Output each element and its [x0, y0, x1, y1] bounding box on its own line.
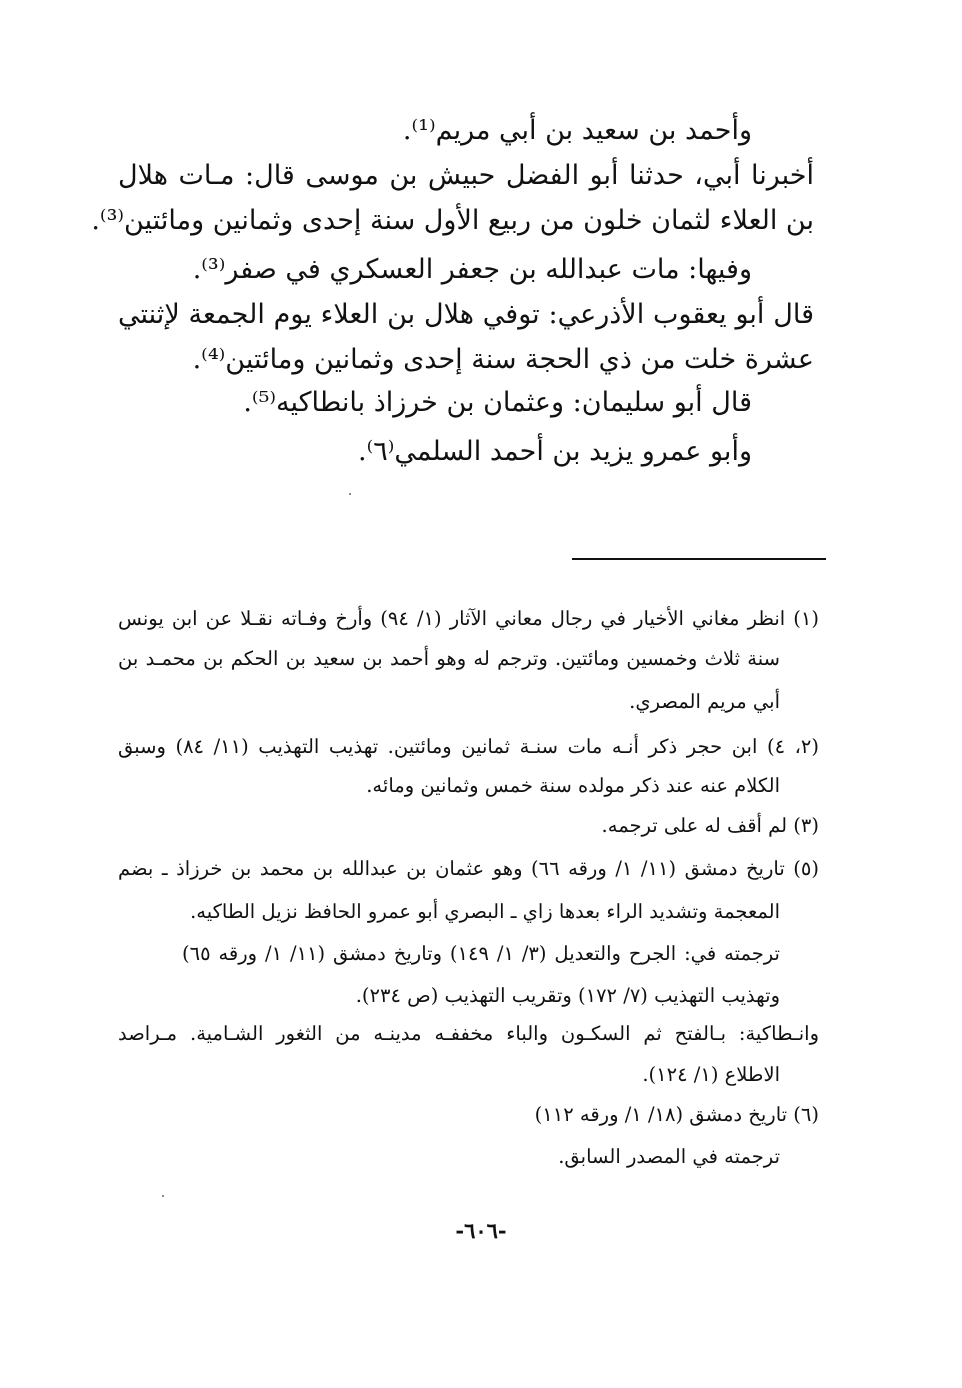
footnote-2-line-2: الكلام عنه عند ذكر مولده سنة خمس وثمانين ومائه. [366, 774, 780, 797]
footnote-6-line-1: (٦) تاريخ دمشق (١٨/ ١/ ورقه ١١٢) [534, 1103, 819, 1126]
footnote-6-line-2: ترجمته في المصدر السابق. [558, 1145, 780, 1168]
scan-speck [162, 1195, 164, 1197]
body-line-5: قال أبو يعقوب الأذرعي: توفي هلال بن العلاء يوم الجمعة لإثنتي [118, 299, 814, 330]
footnote-5-line-3: ترجمته في: الجرح والتعديل (٣/ ١/ ١٤٩) وتاريخ دمشق (١١/ ١/ ورقه ٦٥) [182, 942, 780, 965]
footnote-1-line-1: (١) انظر مغاني الأخيار في رجال معاني الآثار (١/ ٩٤) وأرخ وفـاته نقـلا عن ابن يونس [118, 607, 819, 630]
footnote-1-line-2: سنة ثلاث وخمسين ومائتين. وترجم له وهو أحمد بن سعيد بن الحكم بن محمـد بن [118, 647, 780, 670]
body-line-3: بن العلاء لثمان خلون من ربيع الأول سنة إحدى وثمانين ومائتين⁽³⁾. [91, 205, 814, 236]
footnote-1-line-3: أبي مريم المصري. [629, 690, 780, 713]
footnote-3-line-1: (٣) لم أقف له على ترجمه. [601, 814, 819, 837]
body-line-6: عشرة خلت من ذي الحجة سنة إحدى وثمانين ومائتين⁽⁴⁾. [192, 344, 814, 375]
page-number: -٦٠٦- [455, 1218, 507, 1243]
footnote-5-line-5: وانـطاكية: بـالفتح ثم السكـون والباء مخففـه مدينـه من الثغور الشـامية. مـراصد [118, 1022, 819, 1045]
body-line-1: وأحمد بن سعيد بن أبي مريم⁽¹⁾. [402, 115, 752, 146]
footnote-separator [572, 558, 826, 560]
footnote-5-line-4: وتهذيب التهذيب (٧/ ١٧٢) وتقريب التهذيب (ص ٢٣٤). [355, 984, 780, 1007]
body-line-4: وفيها: مات عبدالله بن جعفر العسكري في صفر⁽³⁾. [192, 254, 752, 285]
body-line-8: وأبو عمرو يزيد بن أحمد السلمي⁽٦⁾. [358, 436, 752, 467]
body-line-2: أخبرنا أبي، حدثنا أبو الفضل حبيش بن موسى قال: مـات هلال [118, 160, 814, 191]
footnote-5-line-2: المعجمة وتشديد الراء بعدها زاي ـ البصري أبو عمرو الحافظ نزيل الطاكيه. [190, 900, 780, 923]
footnote-5-line-6: الاطلاع (١/ ١٢٤). [642, 1063, 780, 1086]
scan-speck [349, 493, 351, 495]
body-line-7: قال أبو سليمان: وعثمان بن خرزاذ بانطاكيه⁽⁵⁾. [243, 387, 752, 418]
footnote-2-line-1: (٢، ٤) ابن حجر ذكر أنـه مات سنـة ثمانين ومائتين. تهذيب التهذيب (١١/ ٨٤) وسبق [118, 735, 819, 758]
footnote-5-line-1: (٥) تاريخ دمشق (١١/ ١/ ورقه ٦٦) وهو عثمان بن عبدالله بن محمد بن خرزاذ ـ بضم [118, 857, 819, 880]
